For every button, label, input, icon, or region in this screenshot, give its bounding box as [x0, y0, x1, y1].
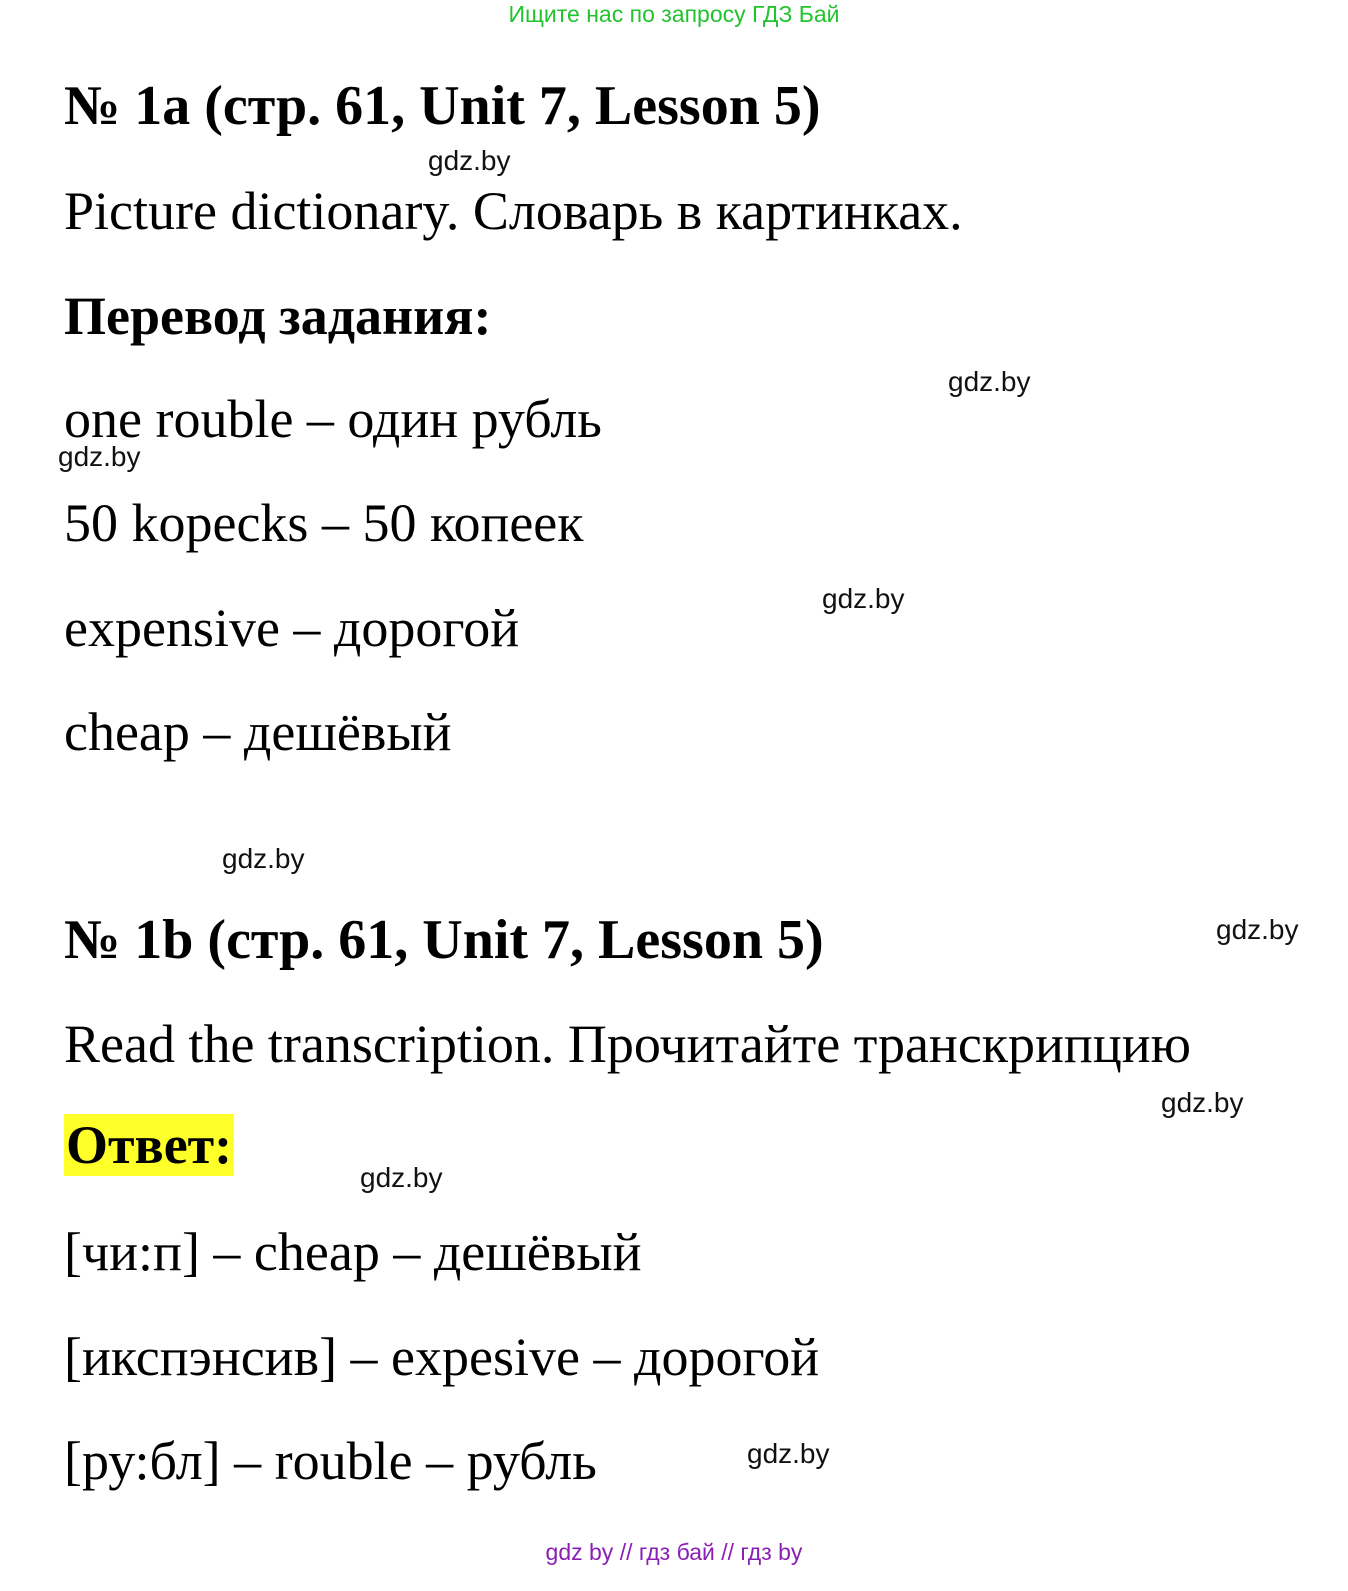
- watermark: gdz.by: [747, 1438, 830, 1469]
- watermark: gdz.by: [428, 145, 511, 176]
- vocab-line: expensive – дорогой: [64, 598, 520, 658]
- vocab-line: one rouble – один рубль: [64, 389, 602, 449]
- footer-links[interactable]: gdz by // гдз бай // гдз by: [545, 1539, 803, 1565]
- section-1b-heading: № 1b (стр. 61, Unit 7, Lesson 5): [64, 909, 824, 971]
- transcription-line: [икспэнсив] – expesive – дорогой: [64, 1327, 820, 1387]
- section-1a-task: Picture dictionary. Словарь в картинках.: [64, 181, 963, 241]
- section-1a-heading: № 1а (стр. 61, Unit 7, Lesson 5): [64, 75, 821, 137]
- vocab-line: cheap – дешёвый: [64, 702, 452, 762]
- vocab-line: 50 kopecks – 50 копеек: [64, 493, 584, 553]
- watermark: gdz.by: [222, 843, 305, 874]
- top-banner-link[interactable]: Ищите нас по запросу ГДЗ Бай: [508, 1, 840, 27]
- section-1b-task: Read the transcription. Прочитайте транскрипцию: [64, 1014, 1191, 1074]
- watermark: gdz.by: [1161, 1087, 1244, 1118]
- watermark: gdz.by: [822, 583, 905, 614]
- transcription-line: [чи:п] – cheap – дешёвый: [64, 1222, 642, 1282]
- watermark: gdz.by: [1216, 914, 1299, 945]
- translation-label: Перевод задания:: [64, 286, 492, 346]
- watermark: gdz.by: [360, 1162, 443, 1193]
- watermark: gdz.by: [58, 441, 141, 472]
- watermark: gdz.by: [948, 366, 1031, 397]
- transcription-line: [ру:бл] – rouble – рубль: [64, 1431, 597, 1491]
- answer-label: Ответ:: [66, 1115, 233, 1175]
